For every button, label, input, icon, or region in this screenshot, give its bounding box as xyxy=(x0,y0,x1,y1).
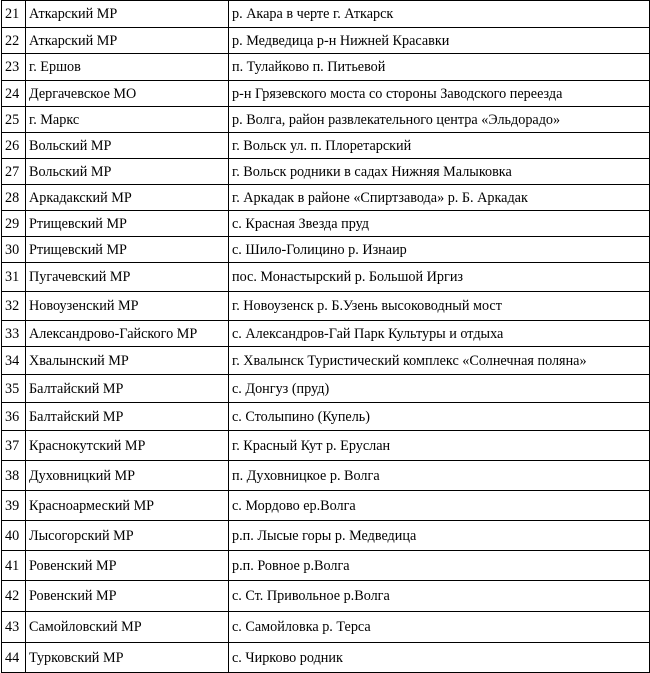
table-row xyxy=(2,1,650,28)
district-name: Ртищевский МР xyxy=(26,237,229,263)
table-row xyxy=(2,347,650,375)
location-name: с. Мордово ер.Волга xyxy=(229,491,650,521)
location-name: г. Вольск ул. п. Плоретарский xyxy=(229,133,650,159)
table-row xyxy=(2,431,650,461)
table-row xyxy=(2,461,650,491)
table-row xyxy=(2,263,650,292)
district-name: Ровенский МР xyxy=(26,551,229,581)
location-name: с. Красная Звезда пруд xyxy=(229,211,650,237)
location-name: р. Медведица р-н Нижней Красавки xyxy=(229,28,650,54)
table-row xyxy=(2,159,650,185)
district-name: Новоузенский МР xyxy=(26,292,229,321)
district-name: Ртищевский МР xyxy=(26,211,229,237)
table-row xyxy=(2,133,650,159)
location-name: с. Ст. Привольное р.Волга xyxy=(229,581,650,612)
table-body xyxy=(2,1,650,673)
district-name: Александрово-Гайского МР xyxy=(26,321,229,347)
location-name: р. Акара в черте г. Аткарск xyxy=(229,1,650,28)
row-number: 26 xyxy=(2,133,26,159)
locations-table xyxy=(1,0,650,673)
location-name: пос. Монастырский р. Большой Иргиз xyxy=(229,263,650,292)
row-number: 24 xyxy=(2,81,26,107)
row-number: 34 xyxy=(2,347,26,375)
row-number: 21 xyxy=(2,1,26,28)
location-name: р.п. Ровное р.Волга xyxy=(229,551,650,581)
table-row xyxy=(2,54,650,81)
row-number: 31 xyxy=(2,263,26,292)
location-name: с. Самойловка р. Терса xyxy=(229,612,650,643)
table-row xyxy=(2,107,650,133)
table-row xyxy=(2,643,650,673)
district-name: Духовницкий МР xyxy=(26,461,229,491)
table-row xyxy=(2,321,650,347)
table-row xyxy=(2,612,650,643)
table-row xyxy=(2,581,650,612)
district-name: Вольский МР xyxy=(26,133,229,159)
location-name: р.п. Лысые горы р. Медведица xyxy=(229,521,650,551)
district-name: Турковский МР xyxy=(26,643,229,673)
location-name: р. Волга, район развлекательного центра «Эльдорадо» xyxy=(229,107,650,133)
district-name: Балтайский МР xyxy=(26,375,229,403)
district-name: г. Маркс xyxy=(26,107,229,133)
row-number: 29 xyxy=(2,211,26,237)
location-name: г. Аркадак в районе «Спиртзавода» р. Б. Аркадак xyxy=(229,185,650,211)
district-name: Краснокутский МР xyxy=(26,431,229,461)
row-number: 22 xyxy=(2,28,26,54)
location-name: с. Чирково родник xyxy=(229,643,650,673)
row-number: 40 xyxy=(2,521,26,551)
district-name: Балтайский МР xyxy=(26,403,229,431)
location-name: г. Новоузенск р. Б.Узень высоководный мост xyxy=(229,292,650,321)
location-name: п. Тулайково п. Питьевой xyxy=(229,54,650,81)
district-name: Ровенский МР xyxy=(26,581,229,612)
row-number: 37 xyxy=(2,431,26,461)
district-name: Пугачевский МР xyxy=(26,263,229,292)
row-number: 38 xyxy=(2,461,26,491)
row-number: 39 xyxy=(2,491,26,521)
district-name: Аткарский МР xyxy=(26,1,229,28)
row-number: 42 xyxy=(2,581,26,612)
row-number: 41 xyxy=(2,551,26,581)
district-name: Аркадакский МР xyxy=(26,185,229,211)
row-number: 25 xyxy=(2,107,26,133)
table-row xyxy=(2,28,650,54)
location-name: п. Духовницкое р. Волга xyxy=(229,461,650,491)
table-row xyxy=(2,211,650,237)
table-row xyxy=(2,521,650,551)
location-name: с. Шило-Голицино р. Изнаир xyxy=(229,237,650,263)
location-name: г. Вольск родники в садах Нижняя Малыковка xyxy=(229,159,650,185)
table-row xyxy=(2,551,650,581)
district-name: Лысогорский МР xyxy=(26,521,229,551)
row-number: 33 xyxy=(2,321,26,347)
row-number: 32 xyxy=(2,292,26,321)
district-name: г. Ершов xyxy=(26,54,229,81)
district-name: Аткарский МР xyxy=(26,28,229,54)
table-row xyxy=(2,292,650,321)
row-number: 35 xyxy=(2,375,26,403)
district-name: Дергачевское МО xyxy=(26,81,229,107)
location-name: г. Хвалынск Туристический комплекс «Солнечная поляна» xyxy=(229,347,650,375)
table-row xyxy=(2,491,650,521)
table-row xyxy=(2,403,650,431)
row-number: 36 xyxy=(2,403,26,431)
district-name: Хвалынский МР xyxy=(26,347,229,375)
table-row xyxy=(2,375,650,403)
location-name: с. Донгуз (пруд) xyxy=(229,375,650,403)
row-number: 43 xyxy=(2,612,26,643)
location-name: с. Александров-Гай Парк Культуры и отдыха xyxy=(229,321,650,347)
district-name: Вольский МР xyxy=(26,159,229,185)
table-row xyxy=(2,185,650,211)
district-name: Самойловский МР xyxy=(26,612,229,643)
row-number: 23 xyxy=(2,54,26,81)
location-name: г. Красный Кут р. Еруслан xyxy=(229,431,650,461)
location-name: с. Столыпино (Купель) xyxy=(229,403,650,431)
row-number: 28 xyxy=(2,185,26,211)
table-row xyxy=(2,237,650,263)
row-number: 44 xyxy=(2,643,26,673)
table-row xyxy=(2,81,650,107)
district-name: Красноармеский МР xyxy=(26,491,229,521)
row-number: 30 xyxy=(2,237,26,263)
row-number: 27 xyxy=(2,159,26,185)
location-name: р-н Грязевского моста со стороны Заводского переезда xyxy=(229,81,650,107)
